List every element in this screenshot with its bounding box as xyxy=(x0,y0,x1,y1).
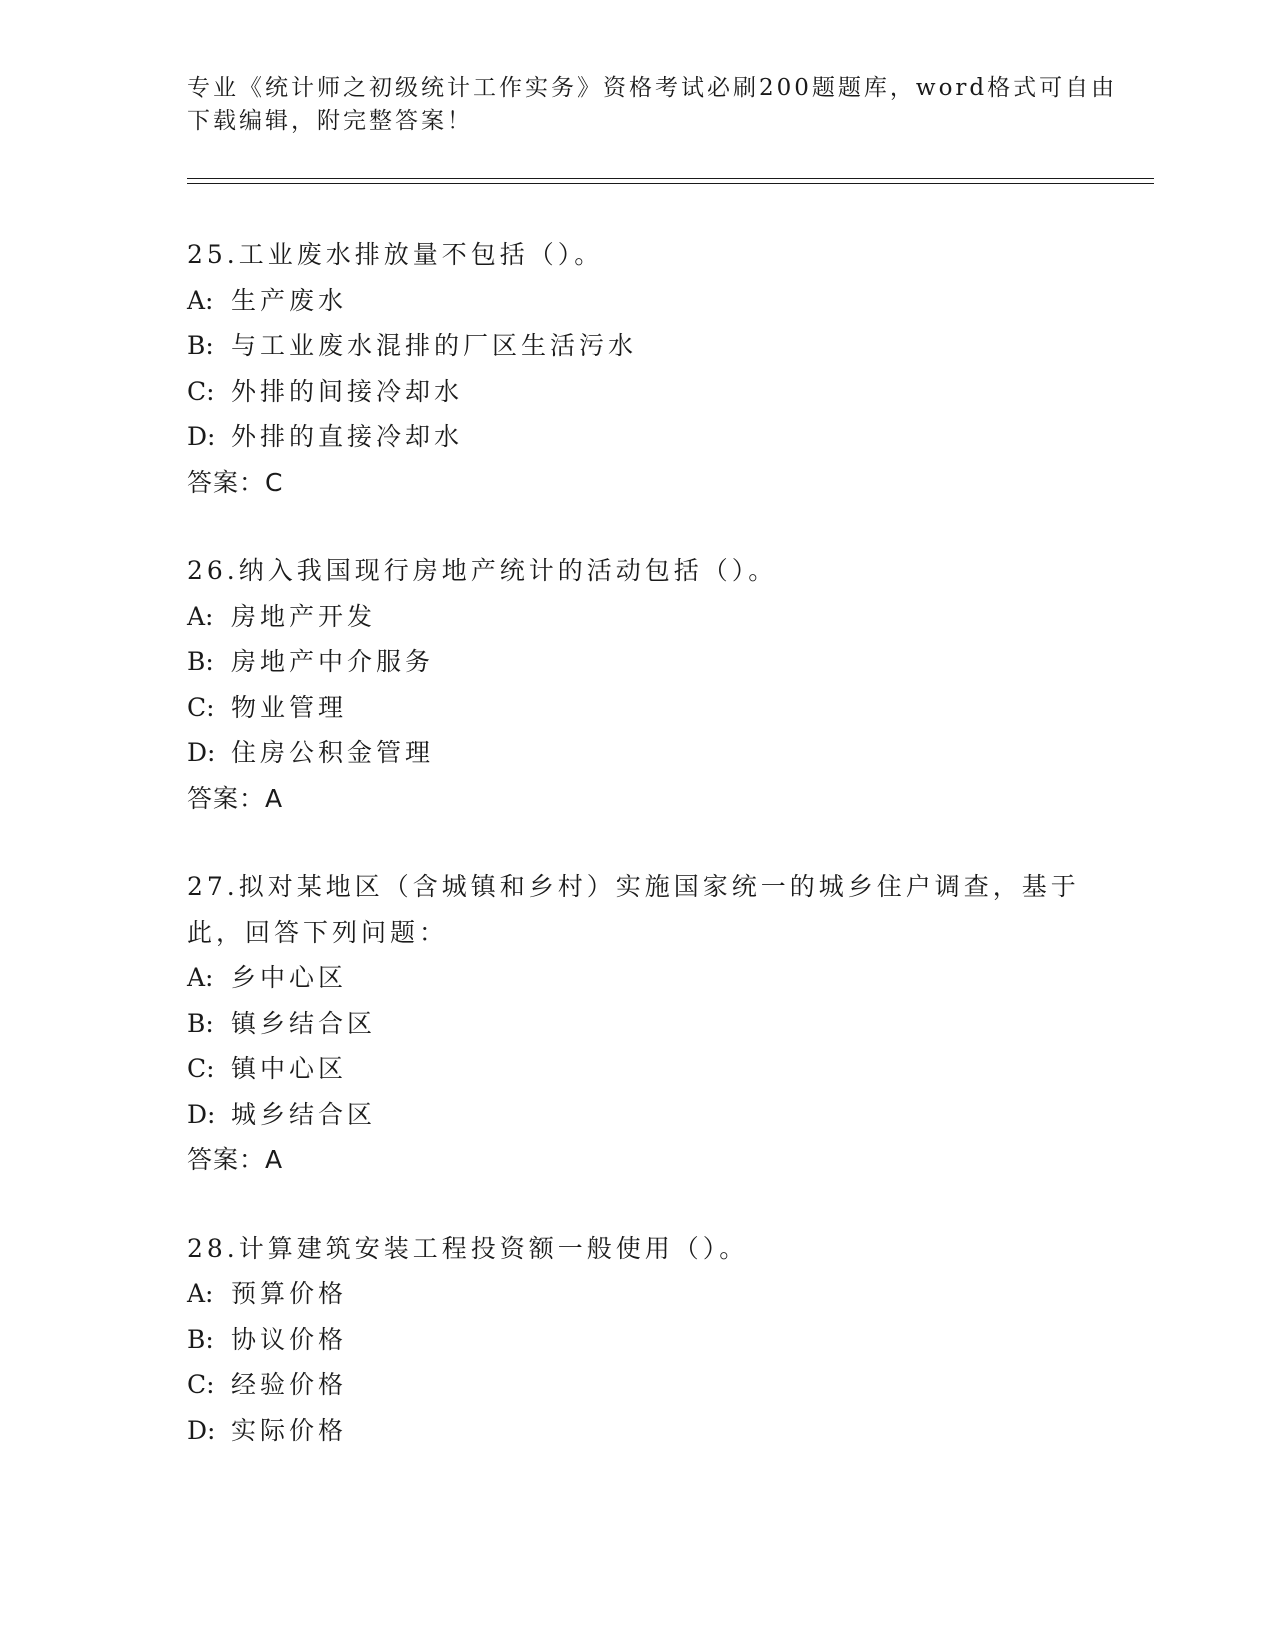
question-stem xyxy=(187,864,1087,955)
option-key: A: xyxy=(187,1279,214,1308)
option-text: 物业管理 xyxy=(231,692,348,722)
option-text: 经验价格 xyxy=(231,1370,348,1399)
option-d xyxy=(187,1408,1087,1454)
option-key: C: xyxy=(187,1370,215,1399)
option-key: B: xyxy=(187,647,214,676)
option-text: 协议价格 xyxy=(231,1324,348,1354)
option-key: B: xyxy=(187,1008,214,1038)
option-text: 与工业废水混排的厂区生活污水 xyxy=(231,331,638,360)
option-c xyxy=(187,1046,1087,1092)
option-text: 预算价格 xyxy=(231,1279,348,1308)
question-list xyxy=(187,232,1087,1496)
option-b xyxy=(187,1001,1087,1047)
document-header xyxy=(187,72,1118,138)
option-key: A: xyxy=(187,285,214,315)
header-divider-top xyxy=(187,178,1154,179)
option-b xyxy=(187,1317,1087,1363)
option-text: 住房公积金管理 xyxy=(231,738,435,767)
header-line-2: 下载编辑，附完整答案！ xyxy=(187,108,473,134)
option-key: D: xyxy=(187,1099,216,1129)
question-26 xyxy=(187,548,1087,821)
answer-text: 答案：C xyxy=(187,467,284,497)
option-key: B: xyxy=(187,331,214,360)
answer-text: 答案：A xyxy=(187,783,284,813)
option-text: 外排的直接冷却水 xyxy=(231,422,464,451)
option-text: 乡中心区 xyxy=(231,963,348,992)
option-text: 外排的间接冷却水 xyxy=(231,376,464,406)
option-text: 房地产开发 xyxy=(231,601,377,631)
option-text: 房地产中介服务 xyxy=(231,647,435,676)
option-text: 生产废水 xyxy=(231,285,348,315)
option-text: 镇中心区 xyxy=(231,1054,348,1083)
option-text: 城乡结合区 xyxy=(231,1099,377,1129)
option-a xyxy=(187,1271,1087,1317)
option-key: C: xyxy=(187,1054,215,1083)
option-b xyxy=(187,323,1087,369)
question-stem-line: 27.拟对某地区（含城镇和乡村）实施国家统一的城乡住户调查，基于 xyxy=(187,872,1080,901)
header-divider-bottom xyxy=(187,183,1154,184)
question-stem xyxy=(187,232,1087,278)
question-stem xyxy=(187,548,1087,594)
option-key: A: xyxy=(187,601,214,631)
question-stem xyxy=(187,1226,1087,1272)
question-28 xyxy=(187,1226,1087,1454)
question-stem-line: 此，回答下列问题： xyxy=(187,917,449,947)
question-stem-line: 25.工业废水排放量不包括（）。 xyxy=(187,240,604,269)
option-d xyxy=(187,1092,1087,1138)
question-25 xyxy=(187,232,1087,505)
option-text: 实际价格 xyxy=(231,1415,348,1445)
option-key: A: xyxy=(187,963,214,992)
option-a xyxy=(187,955,1087,1001)
question-27 xyxy=(187,864,1087,1183)
option-key: C: xyxy=(187,376,215,406)
option-key: D: xyxy=(187,422,216,451)
option-c xyxy=(187,1362,1087,1408)
option-b xyxy=(187,639,1087,685)
option-key: D: xyxy=(187,1415,216,1445)
option-text: 镇乡结合区 xyxy=(231,1008,377,1038)
option-c xyxy=(187,369,1087,415)
option-c xyxy=(187,685,1087,731)
option-a xyxy=(187,594,1087,640)
answer-text: 答案：A xyxy=(187,1145,284,1174)
option-key: D: xyxy=(187,738,216,767)
option-a xyxy=(187,278,1087,324)
question-stem-line: 26.纳入我国现行房地产统计的活动包括（）。 xyxy=(187,556,778,585)
option-key: B: xyxy=(187,1324,214,1354)
option-d xyxy=(187,414,1087,460)
option-key: C: xyxy=(187,692,215,722)
header-line-1: 专业《统计师之初级统计工作实务》资格考试必刷200题题库，word格式可自由 xyxy=(187,75,1118,101)
option-d xyxy=(187,730,1087,776)
question-stem-line: 28.计算建筑安装工程投资额一般使用（）。 xyxy=(187,1233,749,1263)
